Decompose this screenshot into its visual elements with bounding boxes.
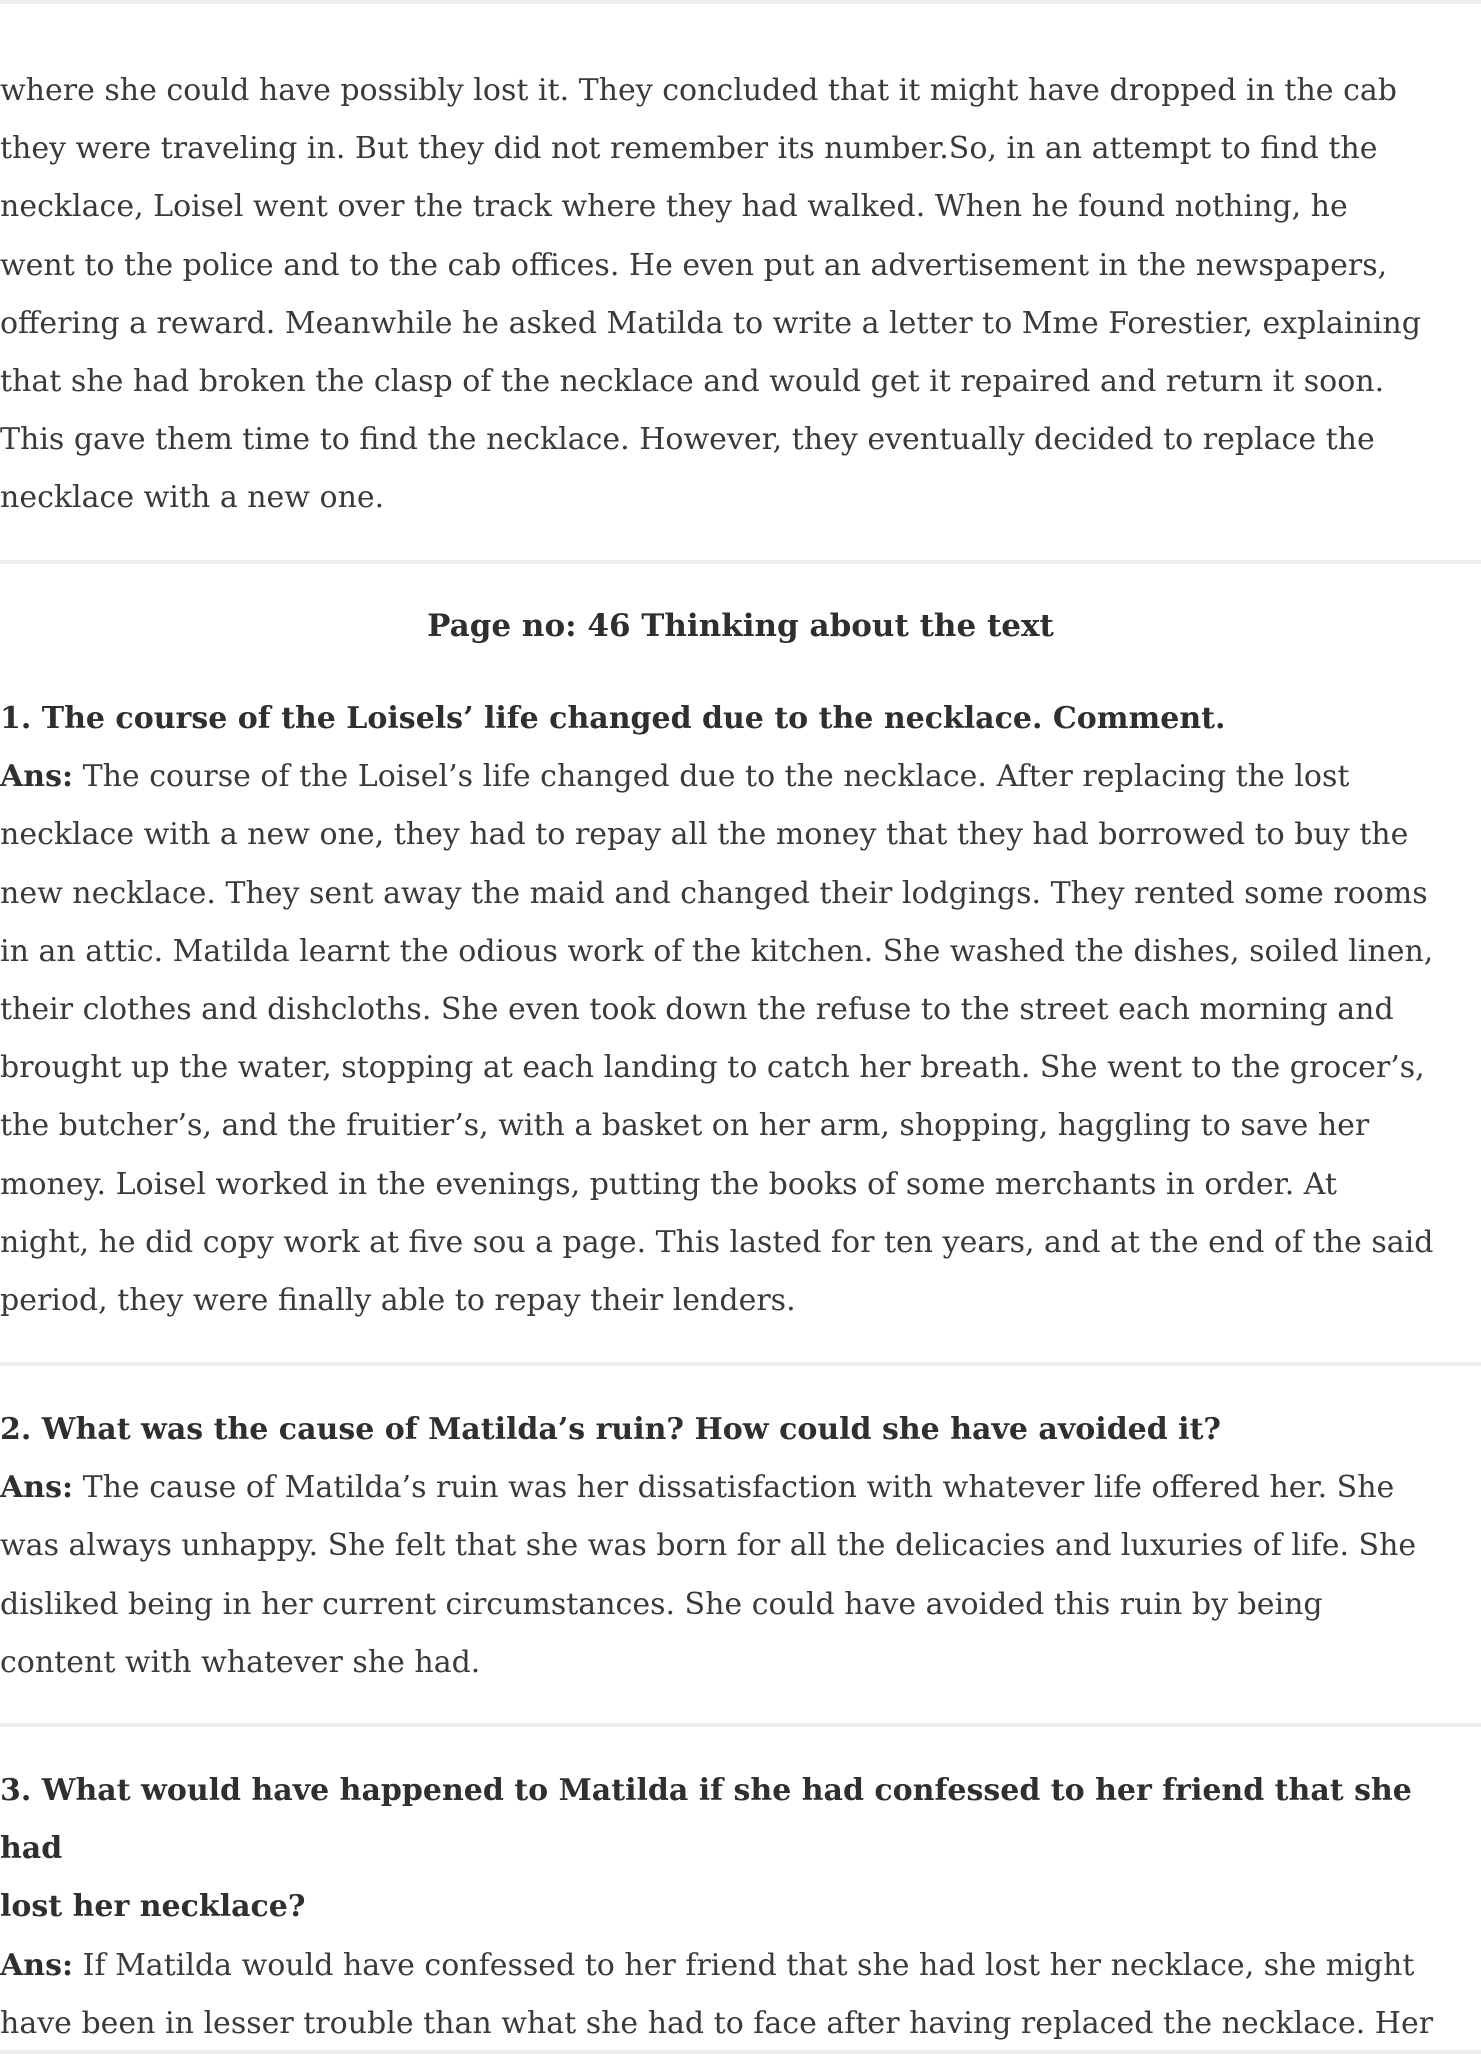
answer-2: The cause of Matilda’s ruin was her dissatisfaction with whatever life offered her. She was always unhappy. She felt that she was born for all the delicacies and luxuries of life. She disliked being in her current circumstances. She could have avoided this ruin by being content with whatever she had.: [0, 1470, 1417, 1680]
section-heading: Page no: 46 Thinking about the text: [427, 608, 1054, 644]
section-divider: [0, 560, 1481, 564]
qa-item-2: [0, 1401, 1481, 1692]
top-divider: [0, 0, 1481, 4]
qa-divider-2: [0, 1723, 1481, 1727]
question-2: 2. What was the cause of Matilda’s ruin? How could she have avoided it?: [0, 1412, 1222, 1447]
bottom-divider: [0, 2050, 1481, 2054]
answer-label-2: Ans:: [0, 1470, 74, 1506]
answer-1: The course of the Loisel’s life changed due to the necklace. After replacing the lost necklace with a new one, they had to repay all the money that they had borrowed to buy the new necklace. They sent away the maid and changed their lodgings. They rented some rooms in an attic. Matilda learnt the odious work of the kitchen. She washed the dishes, soiled linen, their clothes and dishcloths. She even took down the refuse to the street each morning and brought up the water, stopping at each landing to catch her breath. She went to the grocer’s, the butcher’s, and the fruitier’s, with a basket on her arm, shopping, haggling to save her money. Loisel worked in the evenings, putting the books of some merchants in order. At night, he did copy work at five sou a page. This lasted for ten years, and at the end of the said period, they were finally able to repay their lenders.: [0, 759, 1434, 1319]
answer-label-3: Ans:: [0, 1947, 74, 1983]
answer-3: If Matilda would have confessed to her friend that she had lost her necklace, she might have been in lesser trouble than what she had to face after having replaced the necklace. Her: [0, 1947, 1434, 2041]
question-1: 1. The course of the Loisels’ life changed due to the necklace. Comment.: [0, 701, 1226, 736]
qa-divider-1: [0, 1362, 1481, 1366]
intro-paragraph: where she could have possibly lost it. They concluded that it might have dropped in the cab they were traveling in. But they did not remember its number.So, in an attempt to find the necklace, Loisel went over the track where they had walked. When he found nothing, he went to the police and to the cab offices. He even put an advertisement in the newspapers, offering a reward. Meanwhile he asked Matilda to write a letter to Mme Forestier, explaining that she had broken the clasp of the necklace and would get it repaired and return it soon. This gave them time to find the necklace. However, they eventually decided to replace the necklace with a new one.: [0, 73, 1421, 516]
qa-item-1: [0, 690, 1481, 1330]
question-3: 3. What would have happened to Matilda if she had confessed to her friend that she had lost her necklace?: [0, 1773, 1412, 1925]
qa-item-3: [0, 1762, 1481, 2053]
answer-label-1: Ans:: [0, 759, 74, 795]
